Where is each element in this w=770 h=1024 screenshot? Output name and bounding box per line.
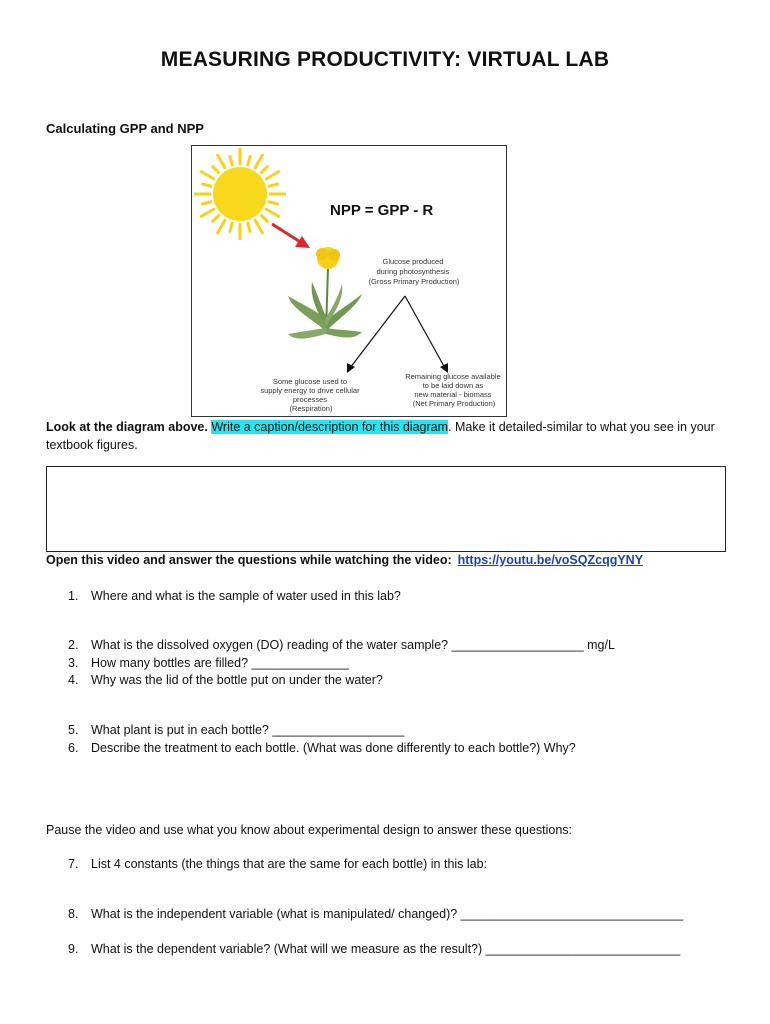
sun-ray xyxy=(201,184,212,187)
video-prompt xyxy=(46,553,643,567)
npp-label-line: Remaining glucose available xyxy=(405,372,501,381)
sun-ray xyxy=(230,222,233,233)
sun-ray xyxy=(261,215,269,223)
diagram-svg xyxy=(192,146,506,416)
question-number: 9. xyxy=(68,942,79,956)
question-text: Why was the lid of the bottle put on under the water? xyxy=(91,673,383,687)
sun-ray xyxy=(255,219,264,234)
branch-arrows xyxy=(347,296,448,373)
question-4 xyxy=(68,671,383,689)
gpp-label-line: (Gross Primary Production) xyxy=(368,277,460,286)
question-number: 8. xyxy=(68,907,79,921)
sun-ray xyxy=(212,215,220,223)
instruction-highlight: Write a caption/description for this diagram xyxy=(211,420,449,434)
sun-ray xyxy=(261,166,269,174)
caption-instruction xyxy=(46,418,736,454)
sun-ray xyxy=(268,202,279,205)
video-prompt-text: Open this video and answer the questions while watching the video: xyxy=(46,553,452,567)
sun-ray xyxy=(255,154,264,169)
sun-ray xyxy=(265,209,280,218)
question-text: How many bottles are filled? ______________ xyxy=(91,656,349,670)
question-text: What is the dependent variable? (What will we measure as the result?) ____________________________ xyxy=(91,942,681,956)
question-number: 7. xyxy=(68,857,79,871)
question-text: List 4 constants (the things that are the same for each bottle) in this lab: xyxy=(91,857,488,871)
equation-label: NPP = GPP - R xyxy=(330,202,434,219)
question-1 xyxy=(68,587,401,605)
sun-ray xyxy=(200,171,215,180)
sunlight-arrow xyxy=(272,224,310,248)
video-link[interactable]: https://youtu.be/voSQZcqgYNY xyxy=(457,553,644,567)
sun-ray xyxy=(265,171,280,180)
question-3 xyxy=(68,654,349,672)
question-text: What is the independent variable (what is manipulated/ changed)? ________________________________ xyxy=(91,907,684,921)
respiration-label-line: processes xyxy=(292,395,328,404)
sun-ray xyxy=(230,155,233,166)
instruction-rest: . Make it detailed-similar to what you see in your textbook figures. xyxy=(46,420,715,452)
question-text: What plant is put in each bottle? ___________________ xyxy=(91,723,405,737)
npp-label-line: (Net Primary Production) xyxy=(412,399,496,408)
sun-ray xyxy=(268,184,279,187)
sun-ray xyxy=(201,202,212,205)
question-text: Where and what is the sample of water used in this lab? xyxy=(91,589,401,603)
question-number: 5. xyxy=(68,723,79,737)
question-number: 3. xyxy=(68,656,79,670)
page-title: MEASURING PRODUCTIVITY: VIRTUAL LAB xyxy=(160,48,610,71)
instruction-bold: Look at the diagram above. xyxy=(46,420,208,434)
respiration-label-line: (Respiration) xyxy=(289,404,333,413)
question-2 xyxy=(68,636,615,654)
question-number: 4. xyxy=(68,673,79,687)
question-text: Describe the treatment to each bottle. (What was done differently to each bottle?) Why? xyxy=(91,741,576,755)
sun-ray xyxy=(248,155,251,166)
gpp-label-line: during photosynthesis xyxy=(376,267,450,276)
question-6 xyxy=(68,739,576,757)
npp-label-line: new material - biomass xyxy=(414,390,492,399)
question-7 xyxy=(68,855,487,873)
sun-icon xyxy=(194,148,286,240)
gpp-label xyxy=(369,257,460,286)
question-text: What is the dissolved oxygen (DO) reading of the water sample? ___________________ mg/L xyxy=(91,638,615,652)
respiration-label-line: supply energy to drive cellular xyxy=(260,386,360,395)
respiration-label-line: Some glucose used to xyxy=(272,377,348,386)
sun-ray xyxy=(248,222,251,233)
pause-instruction: Pause the video and use what you know about experimental design to answer these questions: xyxy=(46,823,573,837)
sun-ray xyxy=(217,154,226,169)
question-number: 2. xyxy=(68,638,79,652)
npp-label xyxy=(405,372,503,408)
sun-ray xyxy=(217,219,226,234)
npp-label-line: to be laid down as xyxy=(422,381,484,390)
sun-ray xyxy=(212,166,220,174)
gpp-label-line: Glucose produced xyxy=(382,257,444,266)
section-heading: Calculating GPP and NPP xyxy=(46,121,204,136)
question-8 xyxy=(68,905,683,923)
question-5 xyxy=(68,721,404,739)
question-number: 1. xyxy=(68,589,79,603)
dandelion-icon xyxy=(288,247,362,339)
question-number: 6. xyxy=(68,741,79,755)
caption-answer-box[interactable] xyxy=(46,466,726,552)
sun-ray xyxy=(200,209,215,218)
npp-gpp-diagram xyxy=(191,145,507,417)
question-9 xyxy=(68,940,680,958)
respiration-label xyxy=(260,377,361,413)
